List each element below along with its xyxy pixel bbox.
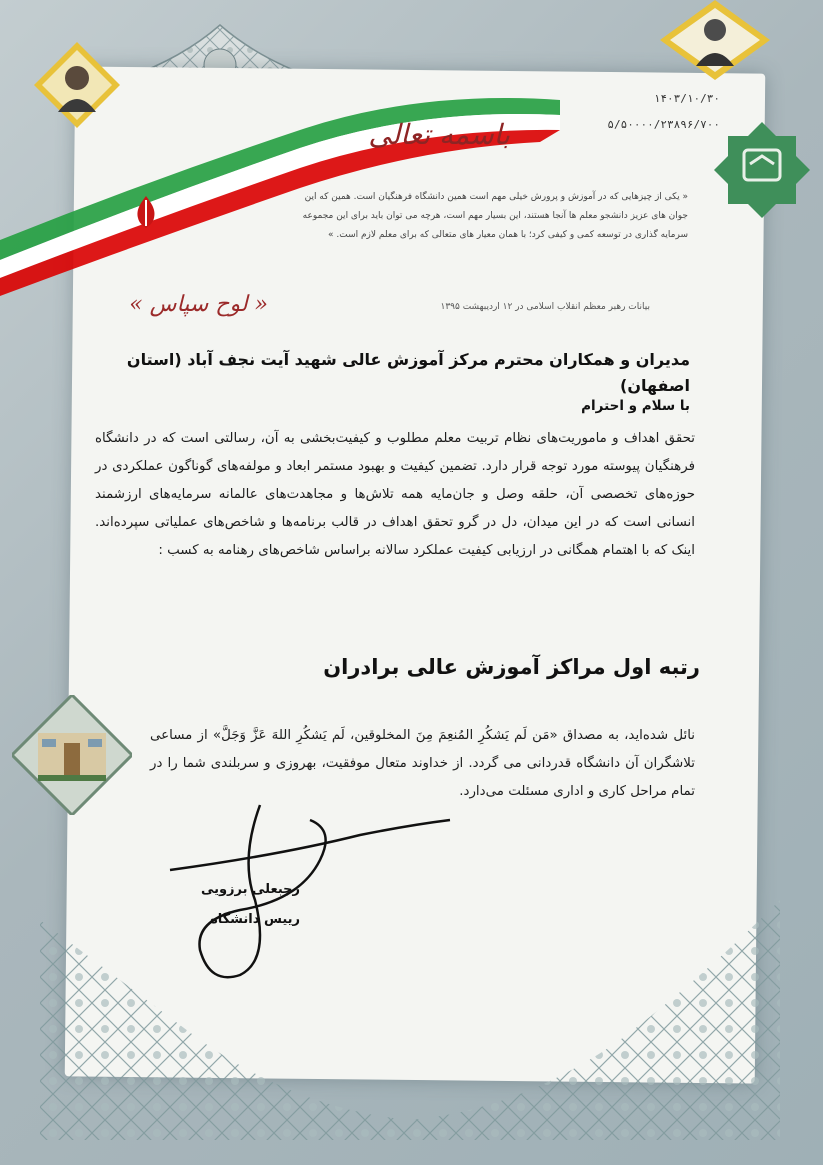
portrait-left bbox=[32, 40, 122, 130]
greeting: با سلام و احترام bbox=[581, 398, 690, 414]
letter-number: ۵/۵۰۰۰۰/۲۳۸۹۶/۷۰۰ bbox=[607, 118, 720, 131]
campus-building-icon bbox=[12, 695, 132, 815]
iran-emblem-icon bbox=[126, 192, 166, 232]
addressee: مدیران و همکاران محترم مرکز آموزش عالی شهید آیت نجف آباد (استان اصفهان) bbox=[126, 350, 690, 395]
body-paragraph-2: نائل شده‌اید، به مصداق «مَن لَم یَشکُرِ المُنعِمَ مِنَ المخلوقین، لَم یَشکُرِ اللهَ عَزَّ وَجَلَّ» از مساعی تلاشگران آن دانشگاه قدردانی می گردد. از خداوند متعال موفقیت، بهروزی و سربلندی شما را در تمام مراحل کاری و اداری مسئلت می‌دارد. bbox=[150, 728, 695, 799]
signer-name: رجبعلی برزویی bbox=[200, 882, 300, 897]
rank-title: رتبه اول مراکز آموزش عالی برادران bbox=[323, 655, 700, 679]
letter-date: ۱۴۰۳/۱۰/۳۰ bbox=[653, 92, 720, 105]
leader-quote: « یکی از چیزهایی که در آموزش و پرورش خیلی مهم است همین دانشگاه فرهنگیان است. همین که این جوان های عزیز دانشجو معلم ها آنجا هستند، این بسیار مهم است، هرچه می توان باید برای این مجموعه سرمایه گذاری در توسعه کمی و کیفی کرد؛ با همان معیار های متعالی که برای معلم لازم است. » bbox=[302, 192, 688, 240]
signer-block bbox=[180, 875, 300, 935]
quote-source: بیانات رهبر معظم انقلاب اسلامی در ۱۲ اردیبهشت ۱۳۹۵ bbox=[440, 302, 650, 312]
basmala-heading: باسمه تعالی bbox=[368, 118, 510, 151]
signer-title: رییس دانشگاه bbox=[210, 912, 300, 927]
university-logo-icon bbox=[712, 120, 812, 230]
plaque-label: « لوح سپاس » bbox=[129, 292, 268, 317]
body-paragraph-1: تحقق اهداف و ماموریت‌های نظام تربیت معلم مطلوب و کیفیت‌بخشی به آن، رسالتی است که در دانشگاه فرهنگیان پیوسته مورد توجه قرار دارد. تضمین کیفیت و بهبود مستمر ابعاد و مولفه‌های گوناگون عملکردی در حوزه‌های تخصصی آن، حلقه وصل و جان‌مایه همه تلاش‌ها و مجاهدت‌های عالمانه سرمایه‌های ارزشمند انسانی است که در این میدان، دل در گرو تحقق اهداف در قالب برنامه‌ها و شاخص‌های عملیاتی سپرده‌اند. اینک که با اهتمام همگانی در ارزیابی کیفیت عملکرد سالانه براساس شاخص‌های رهنامه به کسب : bbox=[95, 431, 695, 558]
portrait-right bbox=[660, 0, 770, 80]
